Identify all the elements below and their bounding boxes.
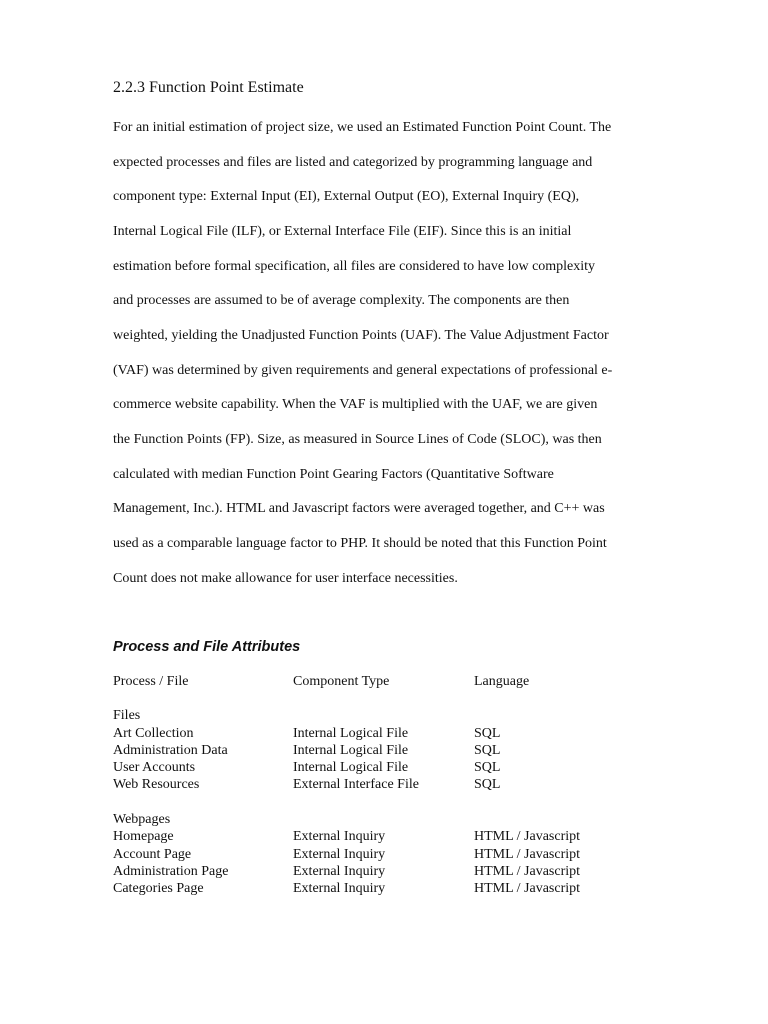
cell-language: SQL (474, 760, 501, 775)
paragraph-line: (VAF) was determined by given requirements and general expectations of professional e- (113, 363, 613, 378)
column-header-language: Language (474, 674, 530, 689)
cell-component-type: Internal Logical File (293, 760, 409, 775)
cell-process: Web Resources (113, 777, 200, 792)
paragraph-line: Count does not make allowance for user interface necessities. (113, 571, 458, 586)
group-label-webpages: Webpages (113, 812, 171, 827)
paragraph-line: weighted, yielding the Unadjusted Function Points (UAF). The Value Adjustment Factor (113, 328, 609, 343)
paragraph-line: For an initial estimation of project size, we used an Estimated Function Point Count. The (113, 120, 612, 135)
cell-component-type: Internal Logical File (293, 743, 409, 758)
section-heading: 2.2.3 Function Point Estimate (113, 79, 304, 96)
column-header-process: Process / File (113, 674, 189, 689)
cell-component-type: External Inquiry (293, 881, 386, 896)
cell-component-type: External Interface File (293, 777, 419, 792)
cell-language: SQL (474, 777, 501, 792)
cell-component-type: External Inquiry (293, 864, 386, 879)
paragraph-line: commerce website capability. When the VAF is multiplied with the UAF, we are given (113, 397, 598, 412)
cell-language: SQL (474, 743, 501, 758)
group-label-files: Files (113, 708, 141, 723)
paragraph-line: Internal Logical File (ILF), or External Interface File (EIF). Since this is an initial (113, 224, 572, 239)
cell-component-type: Internal Logical File (293, 726, 409, 741)
cell-language: HTML / Javascript (474, 881, 581, 896)
cell-language: HTML / Javascript (474, 829, 581, 844)
cell-language: SQL (474, 726, 501, 741)
cell-process: User Accounts (113, 760, 196, 775)
attributes-heading: Process and File Attributes (113, 639, 301, 655)
paragraph-line: the Function Points (FP). Size, as measured in Source Lines of Code (SLOC), was then (113, 432, 602, 447)
cell-process: Administration Page (113, 864, 229, 879)
cell-process: Administration Data (113, 743, 228, 758)
cell-process: Homepage (113, 829, 174, 844)
paragraph-line: Management, Inc.). HTML and Javascript factors were averaged together, and C++ was (113, 501, 605, 516)
cell-process: Account Page (113, 847, 192, 862)
cell-language: HTML / Javascript (474, 864, 581, 879)
paragraph-line: estimation before formal specification, all files are considered to have low complexity (113, 259, 596, 274)
paragraph-line: expected processes and files are listed and categorized by programming language and (113, 155, 593, 170)
paragraph-line: component type: External Input (EI), External Output (EO), External Inquiry (EQ), (113, 189, 580, 204)
cell-language: HTML / Javascript (474, 847, 581, 862)
cell-component-type: External Inquiry (293, 829, 386, 844)
cell-process: Categories Page (113, 881, 204, 896)
paragraph-line: and processes are assumed to be of average complexity. The components are then (113, 293, 570, 308)
paragraph-line: used as a comparable language factor to PHP. It should be noted that this Function Point (113, 536, 607, 551)
cell-component-type: External Inquiry (293, 847, 386, 862)
cell-process: Art Collection (113, 726, 194, 741)
column-header-component-type: Component Type (293, 674, 390, 689)
paragraph-line: calculated with median Function Point Gearing Factors (Quantitative Software (113, 467, 554, 482)
